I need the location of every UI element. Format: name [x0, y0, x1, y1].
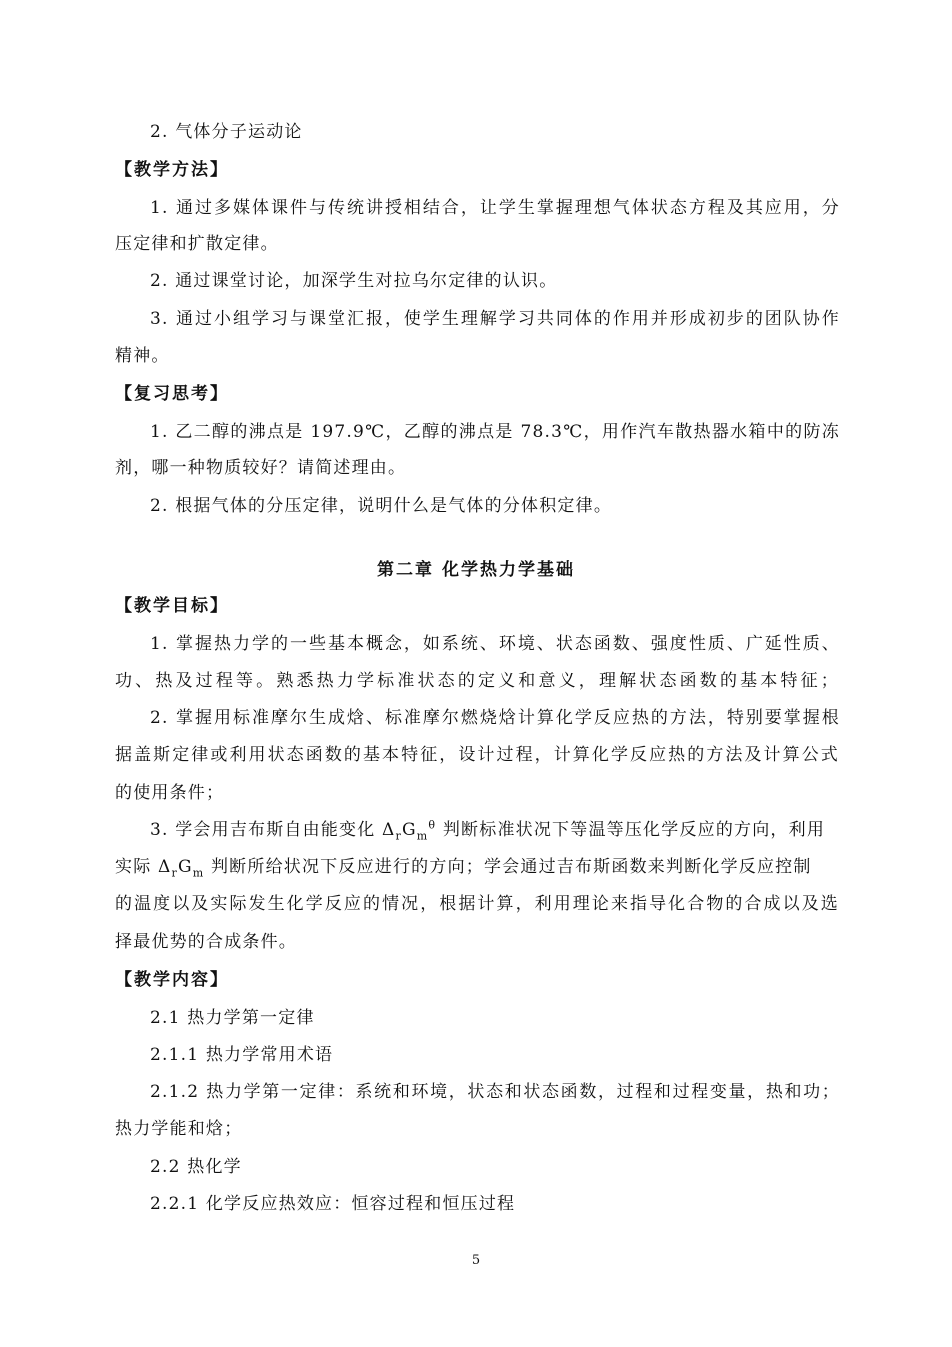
paragraph-line: 精神。 — [115, 346, 170, 366]
subscript-r: r — [395, 829, 402, 843]
subscript-m: m — [416, 829, 429, 843]
paragraph-line: 的温度以及实际发生化学反应的情况，根据计算，利用理论来指导化合物的合成以及选 — [115, 894, 839, 914]
paragraph-line: 剂，哪一种物质较好？请简述理由。 — [115, 458, 407, 478]
text-run: 判断所给状况下反应进行的方向；学会通过吉布斯函数来判断化学反应控制 — [204, 857, 812, 877]
list-item: 2.1.1 热力学常用术语 — [150, 1045, 334, 1065]
paragraph-line: 1. 通过多媒体课件与传统讲授相结合，让学生掌握理想气体状态方程及其应用，分 — [150, 198, 840, 218]
list-item: 2.2.1 化学反应热效应：恒容过程和恒压过程 — [150, 1194, 516, 1214]
section-heading-teaching-methods: 【教学方法】 — [115, 160, 229, 180]
subscript-r: r — [171, 866, 178, 880]
paragraph-line: 1. 掌握热力学的一些基本概念，如系统、环境、状态函数、强度性质、广延性质、 — [150, 634, 840, 654]
subscript-m: m — [192, 866, 205, 880]
superscript-theta: θ — [428, 818, 437, 832]
section-heading-review-questions: 【复习思考】 — [115, 384, 229, 404]
section-heading-teaching-content: 【教学内容】 — [115, 970, 229, 990]
text-run: 3. 学会用吉布斯自由能变化 Δ — [150, 820, 396, 840]
paragraph-line-with-formula — [115, 855, 812, 879]
paragraph-line: 2. 掌握用标准摩尔生成焓、标准摩尔燃烧焓计算化学反应热的方法，特别要掌握根 — [150, 708, 840, 728]
text-run: 判断标准状况下等温等压化学反应的方向，利用 — [436, 820, 826, 840]
list-item: 2. 气体分子运动论 — [150, 122, 303, 142]
list-item: 2.1 热力学第一定律 — [150, 1008, 315, 1028]
text-run: G — [401, 820, 417, 840]
text-run: G — [177, 857, 193, 877]
paragraph-line: 的使用条件； — [115, 783, 225, 803]
paragraph-line: 压定律和扩散定律。 — [115, 234, 279, 254]
list-item: 2.2 热化学 — [150, 1157, 242, 1177]
paragraph-line: 2. 根据气体的分压定律，说明什么是气体的分体积定律。 — [150, 496, 613, 516]
chapter-title: 第二章 化学热力学基础 — [377, 560, 575, 580]
paragraph-line-with-formula — [150, 818, 825, 842]
paragraph-line: 3. 通过小组学习与课堂汇报，使学生理解学习共同体的作用并形成初步的团队协作 — [150, 309, 840, 329]
paragraph-line: 1. 乙二醇的沸点是 197.9℃，乙醇的沸点是 78.3℃，用作汽车散热器水箱中的防冻 — [150, 422, 840, 442]
page-number: 5 — [471, 1253, 481, 1268]
paragraph-line: 择最优势的合成条件。 — [115, 932, 297, 952]
paragraph-line: 2. 通过课堂讨论，加深学生对拉乌尔定律的认识。 — [150, 271, 558, 291]
paragraph-line: 功、热及过程等。熟悉热力学标准状态的定义和意义，理解状态函数的基本特征； — [115, 671, 839, 691]
list-item: 2.1.2 热力学第一定律：系统和环境，状态和状态函数，过程和过程变量，热和功； — [150, 1082, 840, 1102]
section-heading-teaching-objectives: 【教学目标】 — [115, 596, 229, 616]
list-item: 热力学能和焓； — [115, 1119, 243, 1139]
paragraph-line: 据盖斯定律或利用状态函数的基本特征，设计过程，计算化学反应热的方法及计算公式 — [115, 745, 839, 765]
text-run: 实际 Δ — [115, 857, 172, 877]
